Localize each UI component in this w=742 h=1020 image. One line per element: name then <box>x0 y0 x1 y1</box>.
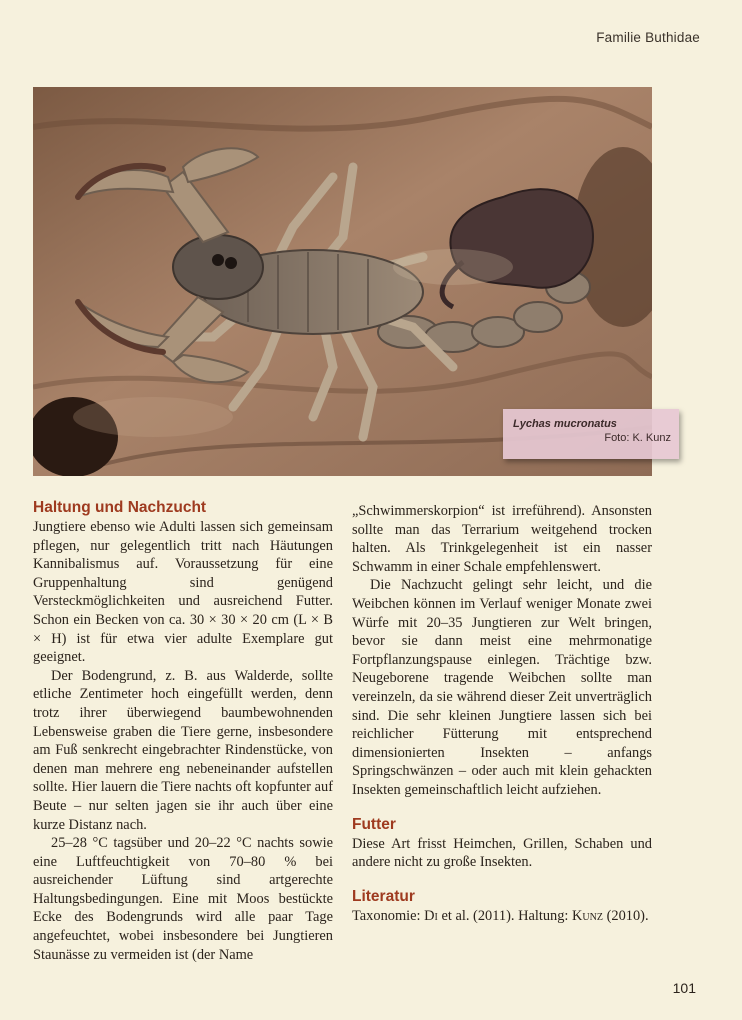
author-name: Di <box>424 907 438 924</box>
left-column <box>33 498 333 964</box>
caption-species: Lychas mucronatus <box>513 418 617 430</box>
heading-literatur: Literatur <box>352 887 415 905</box>
paragraph: „Schwimmerskorpion“ ist irreführend). Ansonsten sollte man das Terrarium weitgehend trocken halten. Als Trinkgelegenheit ist ein nasser Schwamm in einer Schale empfehlenswert. <box>352 503 652 575</box>
heading-haltung: Haltung und Nachzucht <box>33 499 207 516</box>
page-number: 101 <box>672 980 696 996</box>
literature-prefix: Taxonomie: <box>352 907 425 924</box>
paragraph: Jungtiere ebenso wie Adulti lassen sich gemeinsam pflegen, nur gelegentlich tritt nach Häutungen Kannibalismus auf. Voraussetzung für eine Gruppenhaltung sind genügend Versteckmöglichkeiten und ausreichend Futter. Schon ein Becken von ca. 30 × 30 × 20 cm (L × B × H) ist für etwa vier adulte Exemplare gut geeignet. <box>33 519 333 666</box>
paragraph: 25–28 °C tagsüber und 20–22 °C nachts sowie eine Luftfeuchtigkeit von 70–80 % bei ausreichender Lüftung sind artgerechte Haltungsbedingungen. Eine mit Moos bestückte Ecke des Bodengrunds wird alle paar Tage angefeuchtet, wobei insbesondere bei Jungtieren Staunässe zu vermeiden ist (der Name <box>33 835 333 963</box>
photo-caption <box>503 409 679 459</box>
paragraph: Der Bodengrund, z. B. aus Walderde, sollte etliche Zentimeter hoch eingefüllt werden, denn trotz ihrer überwiegend baumbewohnenden Lebensweise graben die Tiere gerne, insbesondere am Fuß senkrecht eingebrachter Rindenstücke, von denen man mehrere eng nebeneinander aufstellen sollte. Hier lauern die Tiere nachts oft kopfunter auf Beute – nur selten jagen sie ihr auch über eine kurze Distanz nach. <box>33 667 333 833</box>
author-name: Kunz <box>572 907 603 924</box>
running-header: Familie Buthidae <box>596 30 700 45</box>
literature-reference <box>352 907 652 926</box>
heading-futter: Futter <box>352 815 396 833</box>
literature-year: (2010). <box>602 907 649 924</box>
caption-credit: Foto: K. Kunz <box>604 432 671 444</box>
paragraph: Die Nachzucht gelingt sehr leicht, und die Weibchen können im Verlauf weniger Monate zwei Würfe mit 20–35 Jungtieren zur Welt bringen, bevor sie dann meist eine mehrmonatige Fortpflanzungspause einlegen. Trächtige bzw. Neugeborene tragende Weibchen sollte man vereinzeln, da sie während dieser Zeit unverträglich sind. Die sehr kleinen Jungtiere lassen sich bei reichlicher Fütterung mit entsprechend dimensionierten Insekten – anfangs Springschwänzen – oder auch mit klein gehackten Insekten gemeinschaftlich leicht aufziehen. <box>352 577 652 798</box>
right-column <box>352 502 652 925</box>
literature-mid: et al. (2011). Haltung: <box>437 907 573 924</box>
paragraph: Diese Art frisst Heimchen, Grillen, Schaben und andere nicht zu große Insekten. <box>352 835 652 871</box>
